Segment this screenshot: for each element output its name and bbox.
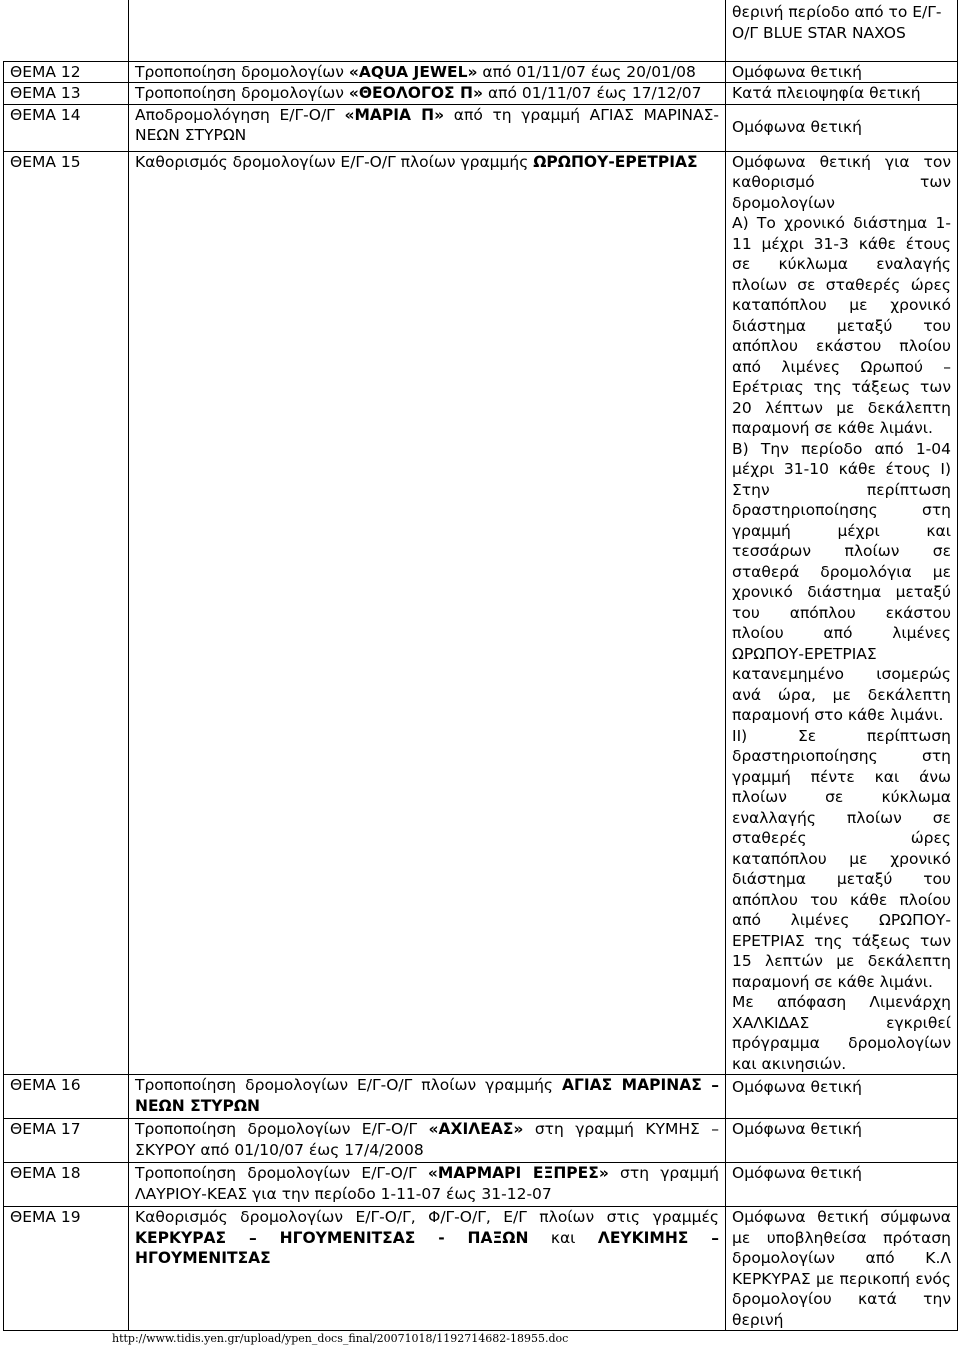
theme-cell: ΘΕΜΑ 19: [4, 1207, 129, 1331]
description-cell: Τροποποίηση δροµολογίων Ε/Γ-Ο/Γ «ΑΧΙΛΕΑΣ» στη γραµµή ΚΥΜΗΣ – ΣΚΥΡΟΥ από 01/10/07 έως 17/4/2008: [129, 1119, 726, 1163]
table-row: [4, 1075, 958, 1119]
empty-cell: [129, 0, 726, 61]
decision-cell: Οµόφωνα θετική σύµφωνα µε υποβληθείσα πρόταση δροµολογίων από Κ.Λ ΚΕΡΚΥΡΑΣ µε περικοπή ενός δροµολογίου κατά την θερινή: [726, 1207, 958, 1331]
empty-cell: [4, 0, 129, 61]
theme-cell: ΘΕΜΑ 18: [4, 1163, 129, 1207]
minutes-table: [3, 0, 958, 1331]
decision-paragraph: Β) Την περίοδο από 1-04 µέχρι 31-10 κάθε έτους Ι) Στην περίπτωση δραστηριοποίησης στη γραµµή µέχρι και τεσσάρων πλοίων σε σταθερά δροµολόγια µε χρονικό διάστηµα µεταξύ του απόπλου εκάστου πλοίου από λιµένες ΩΡΩΠΟΥ-ΕΡΕΤΡΙΑΣ κατανεµηµένο ισοµερώς ανά ώρα, µε δεκάλεπτη παραµονή στο κάθε λιµάνι.: [732, 439, 951, 724]
footer-url: http://www.tidis.yen.gr/upload/ypen_docs_final/20071018/1192714682-18955.doc: [112, 1332, 569, 1345]
decision-paragraph: Α) Το χρονικό διάστηµα 1-11 µέχρι 31-3 κάθε έτους σε κύκλωµα εναλαγής πλοίων σε σταθερές ώρες καταπόπλου µε χρονικό διάστηµα µεταξύ του απόπλου εκάστου πλοίου από λιµένες Ωρωπού – Ερέτριας της τάξεως των 20 λέπτων µε δεκάλεπτη παραµονή σε κάθε λιµάνι.: [732, 214, 951, 437]
theme-cell: ΘΕΜΑ 14: [4, 104, 129, 151]
decision-cell: Οµόφωνα θετική: [726, 61, 958, 83]
description-cell: Τροποποίηση δροµολογίων «ΘΕΟΛΟΓΟΣ Π» από 01/11/07 έως 17/12/07: [129, 83, 726, 105]
description-cell: Αποδροµολόγηση Ε/Γ-Ο/Γ «ΜΑΡΙΑ Π» από τη γραµµή ΑΓΙΑΣ ΜΑΡΙΝΑΣ-ΝΕΩΝ ΣΤΥΡΩΝ: [129, 104, 726, 151]
table-row: [4, 61, 958, 83]
decision-cell: Οµόφωνα θετική: [726, 1075, 958, 1119]
theme-cell: ΘΕΜΑ 15: [4, 151, 129, 1075]
theme-cell: ΘΕΜΑ 16: [4, 1075, 129, 1119]
decision-cell: θερινή περίοδο από το Ε/Γ-Ο/Γ BLUE STAR NAXOS: [726, 0, 958, 61]
decision-cell: Οµόφωνα θετική: [726, 1119, 958, 1163]
table-row: [4, 104, 958, 151]
table-row-continuation: [4, 0, 958, 61]
table-row: [4, 151, 958, 1075]
decision-cell: Οµόφωνα θετική: [726, 1163, 958, 1207]
table-row: [4, 1119, 958, 1163]
decision-paragraph: ΙΙ) Σε περίπτωση δραστηριοποίησης στη γραµµή πέντε και άνω πλοίων σε κύκλωµα εναλλαγής πλοίων σε σταθερές ώρες καταπόπλου µε χρονικό διάστηµα µεταξύ του απόπλου του κάθε πλοίου από λιµένες ΩΡΩΠΟΥ-ΕΡΕΤΡΙΑΣ της τάξεως των 15 λεπτών µε δεκάλεπτη παραµονή σε κάθε λιµάνι.: [732, 726, 951, 991]
description-cell: Τροποποίηση δροµολογίων Ε/Γ-Ο/Γ «ΜΑΡΜΑΡΙ ΕΞΠΡΕΣ» στη γραµµή ΛΑΥΡΙΟΥ-ΚΕΑΣ για την περίοδο 1-11-07 έως 31-12-07: [129, 1163, 726, 1207]
table-row: [4, 1163, 958, 1207]
decision-cell: Κατά πλειοψηφία θετική: [726, 83, 958, 105]
table-row: [4, 83, 958, 105]
description-cell: Καθορισµός δροµολογίων Ε/Γ-Ο/Γ, Φ/Γ-Ο/Γ, Ε/Γ πλοίων στις γραµµές ΚΕΡΚΥΡΑΣ – ΗΓΟΥΜΕΝΙΤΣΑΣ - ΠΑΞΩΝ και ΛΕΥΚΙΜΗΣ – ΗΓΟΥΜΕΝΙΤΣΑΣ: [129, 1207, 726, 1331]
decision-cell: Οµόφωνα θετική: [726, 104, 958, 151]
description-cell: Τροποποίηση δροµολογίων Ε/Γ-Ο/Γ πλοίων γραµµής ΑΓΙΑΣ ΜΑΡΙΝΑΣ – ΝΕΩΝ ΣΤΥΡΩΝ: [129, 1075, 726, 1119]
decision-paragraph: Με απόφαση Λιµενάρχη ΧΑΛΚΙ∆ΑΣ εγκριθεί πρόγραµµα δροµολογίων και ακινησιών.: [732, 993, 951, 1073]
decision-paragraph: Οµόφωνα θετική για τον καθορισµό των δροµολογίων: [732, 152, 951, 212]
description-cell: Καθορισµός δροµολογίων Ε/Γ-Ο/Γ πλοίων γραµµής ΩΡΩΠΟΥ-ΕΡΕΤΡΙΑΣ: [129, 151, 726, 1075]
theme-cell: ΘΕΜΑ 12: [4, 61, 129, 83]
decision-cell: [726, 151, 958, 1075]
table-row: [4, 1207, 958, 1331]
description-cell: Τροποποίηση δροµολογίων «AQUA JEWEL» από 01/11/07 έως 20/01/08: [129, 61, 726, 83]
theme-cell: ΘΕΜΑ 13: [4, 83, 129, 105]
theme-cell: ΘΕΜΑ 17: [4, 1119, 129, 1163]
